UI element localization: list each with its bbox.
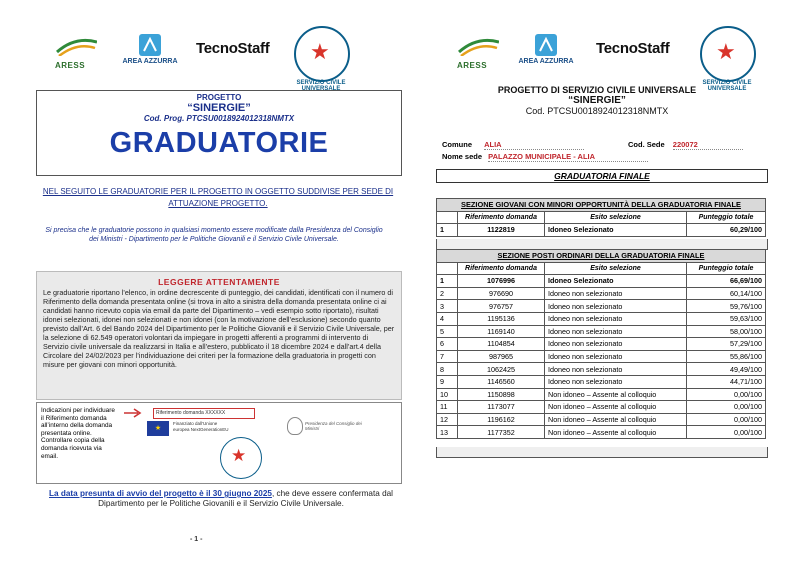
right-project-code: Cod. PTCSU0018924012318NMTX <box>525 106 669 116</box>
col-ref-header: Riferimento domanda <box>458 262 545 275</box>
nome-sede-field <box>442 152 648 162</box>
eu-flag-icon: ★ <box>147 421 169 436</box>
star-icon: ★ <box>716 39 736 64</box>
row-ref: 1196162 <box>458 413 545 426</box>
row-ref: 1177352 <box>458 426 545 439</box>
row-number: 5 <box>437 325 458 338</box>
row-punteggio: 55,86/100 <box>687 350 766 363</box>
row-ref: 1122819 <box>458 224 545 237</box>
start-date-highlight: La data presunta di avvio del progetto è il 30 giugno 2025 <box>49 489 272 498</box>
arrow-right-icon <box>123 408 145 418</box>
table-row <box>437 325 766 338</box>
table-row <box>437 224 766 237</box>
row-punteggio: 59,63/100 <box>687 312 766 325</box>
row-ref: 976690 <box>458 287 545 300</box>
aress-swoosh-icon <box>457 34 499 56</box>
row-number: 8 <box>437 363 458 376</box>
row-esito: Idoneo Selezionato <box>545 275 687 288</box>
row-esito: Idoneo non selezionato <box>545 312 687 325</box>
row-esito: Non idoneo – Assente al colloquio <box>545 401 687 414</box>
page-title: GRADUATORIE <box>109 127 329 159</box>
area-azzurra-text: AREA AZZURRA <box>518 58 574 65</box>
row-punteggio: 0,00/100 <box>687 426 766 439</box>
aress-logo <box>457 34 499 70</box>
row-punteggio: 57,29/100 <box>687 338 766 351</box>
row-number: 12 <box>437 413 458 426</box>
section2-title: SEZIONE POSTI ORDINARI DELLA GRADUATORIA FINALE <box>437 250 766 263</box>
attention-title: LEGGERE ATTENTAMENTE <box>158 277 280 287</box>
row-esito: Idoneo non selezionato <box>545 338 687 351</box>
table-row <box>437 275 766 288</box>
scu-logo <box>294 26 350 92</box>
tecno-staff-logo <box>596 40 669 57</box>
minor-opportunity-table <box>436 198 766 237</box>
row-number: 13 <box>437 426 458 439</box>
row-esito: Idoneo non selezionato <box>545 325 687 338</box>
row-esito: Idoneo non selezionato <box>545 300 687 313</box>
table-row <box>437 338 766 351</box>
tecno-staff-text: TecnoStaff <box>196 40 270 57</box>
cod-sede-field <box>628 140 743 150</box>
page-number: - 1 - <box>190 536 203 543</box>
comune-value: ALIA <box>484 140 584 150</box>
col-punteggio-header: Punteggio totale <box>687 211 766 224</box>
scu-logo <box>700 26 756 92</box>
final-ranking-title: GRADUATORIA FINALE <box>436 169 768 183</box>
project-name: “SINERGIE” <box>187 102 251 114</box>
comune-field <box>442 140 584 150</box>
cod-sede-label: Cod. Sede <box>628 140 665 149</box>
table-row <box>437 401 766 414</box>
row-esito: Non idoneo – Assente al colloquio <box>545 413 687 426</box>
reference-help-box <box>36 402 402 484</box>
nome-sede-label: Nome sede <box>442 152 483 161</box>
tecno-staff-text: TecnoStaff <box>596 40 670 57</box>
row-punteggio: 58,00/100 <box>687 325 766 338</box>
row-punteggio: 0,00/100 <box>687 413 766 426</box>
row-ref: 1104854 <box>458 338 545 351</box>
row-ref: 1169140 <box>458 325 545 338</box>
presidency-text: Presidenza del Consiglio dei Ministri <box>305 421 362 431</box>
project-code: Cod. Prog. PTCSU0018924012318NMTX <box>143 114 295 123</box>
row-ref: 1062425 <box>458 363 545 376</box>
row-esito: Non idoneo – Assente al colloquio <box>545 388 687 401</box>
nome-sede-value: PALAZZO MUNICIPALE - ALIA <box>488 152 648 162</box>
row-esito: Idoneo non selezionato <box>545 287 687 300</box>
col-punteggio-header: Punteggio totale <box>687 262 766 275</box>
area-azzurra-icon <box>139 34 161 56</box>
star-icon: ★ <box>231 446 247 465</box>
eu-funding-text: Finanziato dall’Unione europea NextGenerationEU <box>173 421 229 432</box>
row-number: 1 <box>437 224 458 237</box>
col-esito-header: Esito selezione <box>545 211 687 224</box>
row-punteggio: 59,76/100 <box>687 300 766 313</box>
aress-logo-text: ARESS <box>457 61 488 70</box>
area-azzurra-logo <box>120 34 180 65</box>
table-footer-spacer <box>436 447 768 458</box>
row-ref: 1146560 <box>458 375 545 388</box>
attention-body: Le graduatorie riportano l’elenco, in ordine decrescente di punteggio, dei candidati, identificati con il numero di Riferimento della domanda presentata online (si trova in alto a sinistra della domanda presentata online ci ai candidati hanno ricevuto copia via email da parte del Dipartimento – vedi esempio sotto riportato), risultati idonei selezionati, idonei non selezionati e non idonei (con la motivazione dell’esclusione) secondo quanto previsto dall’Art. 6 del Bando 2024 del Dipartimento per le Politiche Giovanili e il Servizio Civile Universale, per la selezione di 62.549 operatori volontari da impiegare in progetti afferenti a programmi di intervento di Servizio civile universale da realizzarsi in Italia e all’estero, pubblicato il 18 dicembre 2024 e dall’art.4 della Circolare del 24/02/2023 per l’individuazione dei criteri per la formazione della graduatoria in progetti con misure per giovani con minori opportunità. <box>43 288 395 369</box>
row-ref: 976757 <box>458 300 545 313</box>
row-esito: Idoneo non selezionato <box>545 350 687 363</box>
table-row <box>437 426 766 439</box>
table-row <box>437 312 766 325</box>
disclaimer-note: Si precisa che le graduatorie possono in qualsiasi momento essere modificate dalla Presidenza del Consiglio dei Ministri - Dipartimento per le Politiche Giovanili e il Servizio Civile Universale. <box>45 227 383 243</box>
table-row <box>437 388 766 401</box>
scu-logo-text: SERVIZIO CIVILE UNIVERSALE <box>296 80 346 92</box>
col-esito-header: Esito selezione <box>545 262 687 275</box>
project-label: PROGETTO <box>196 93 242 102</box>
scu-logo-text: SERVIZIO CIVILE UNIVERSALE <box>702 80 752 92</box>
row-punteggio: 49,49/100 <box>687 363 766 376</box>
row-ref: 1150898 <box>458 388 545 401</box>
table-row <box>437 363 766 376</box>
row-number: 11 <box>437 401 458 414</box>
row-number: 3 <box>437 300 458 313</box>
row-punteggio: 60,29/100 <box>687 224 766 237</box>
star-icon: ★ <box>310 39 330 64</box>
right-heading <box>436 85 758 116</box>
row-ref: 987965 <box>458 350 545 363</box>
col-ref-header: Riferimento domanda <box>458 211 545 224</box>
section1-title: SEZIONE GIOVANI CON MINORI OPPORTUNITÀ DELLA GRADUATORIA FINALE <box>437 199 766 212</box>
row-number: 10 <box>437 388 458 401</box>
start-date-text <box>46 489 396 509</box>
aress-logo <box>55 34 97 70</box>
table-row <box>437 375 766 388</box>
tecno-staff-logo <box>196 40 269 57</box>
right-heading-title: PROGETTO DI SERVIZIO CIVILE UNIVERSALE <box>497 85 697 95</box>
row-esito: Idoneo non selezionato <box>545 363 687 376</box>
comune-label: Comune <box>442 140 472 149</box>
intro-text: NEL SEGUITO LE GRADUATORIE PER IL PROGETTO IN OGGETTO SUDDIVISE PER SEDE DI ATTUAZIONE PROGETTO. <box>42 187 394 208</box>
row-punteggio: 60,14/100 <box>687 287 766 300</box>
reference-help-text: Indicazioni per individuare il Riferimento domanda all’interno della domanda presentata online. Controllare copia della domanda ricevuta via email. <box>41 407 115 460</box>
right-project-name: “SINERGIE” <box>568 95 626 106</box>
attention-box <box>36 271 402 400</box>
row-ref: 1195136 <box>458 312 545 325</box>
row-number: 9 <box>437 375 458 388</box>
republic-emblem-icon <box>287 417 303 435</box>
ordinary-places-table <box>436 249 766 439</box>
table-row <box>437 300 766 313</box>
start-date-rest: , che deve essere confermata dal Dipartimento per le Politiche Giovanili e il Servizio Civile Universale. <box>98 489 393 508</box>
row-number: 2 <box>437 287 458 300</box>
row-ref: 1076996 <box>458 275 545 288</box>
row-punteggio: 66,69/100 <box>687 275 766 288</box>
table-row <box>437 287 766 300</box>
table-row <box>437 350 766 363</box>
row-number: 1 <box>437 275 458 288</box>
row-punteggio: 0,00/100 <box>687 388 766 401</box>
cod-sede-value: 220072 <box>673 140 743 150</box>
area-azzurra-text: AREA AZZURRA <box>122 58 178 65</box>
area-azzurra-logo <box>516 34 576 65</box>
row-ref: 1173077 <box>458 401 545 414</box>
aress-logo-text: ARESS <box>55 61 86 70</box>
project-title-box <box>36 90 402 176</box>
area-azzurra-icon <box>535 34 557 56</box>
row-punteggio: 0,00/100 <box>687 401 766 414</box>
reference-example-field: Riferimento domanda XXXXXX <box>153 408 255 419</box>
row-punteggio: 44,71/100 <box>687 375 766 388</box>
row-esito: Idoneo Selezionato <box>545 224 687 237</box>
table-row <box>437 413 766 426</box>
aress-swoosh-icon <box>55 34 97 56</box>
scu-small-logo <box>220 437 262 479</box>
row-number: 7 <box>437 350 458 363</box>
row-number: 6 <box>437 338 458 351</box>
row-number: 4 <box>437 312 458 325</box>
row-esito: Non idoneo – Assente al colloquio <box>545 426 687 439</box>
row-esito: Idoneo non selezionato <box>545 375 687 388</box>
